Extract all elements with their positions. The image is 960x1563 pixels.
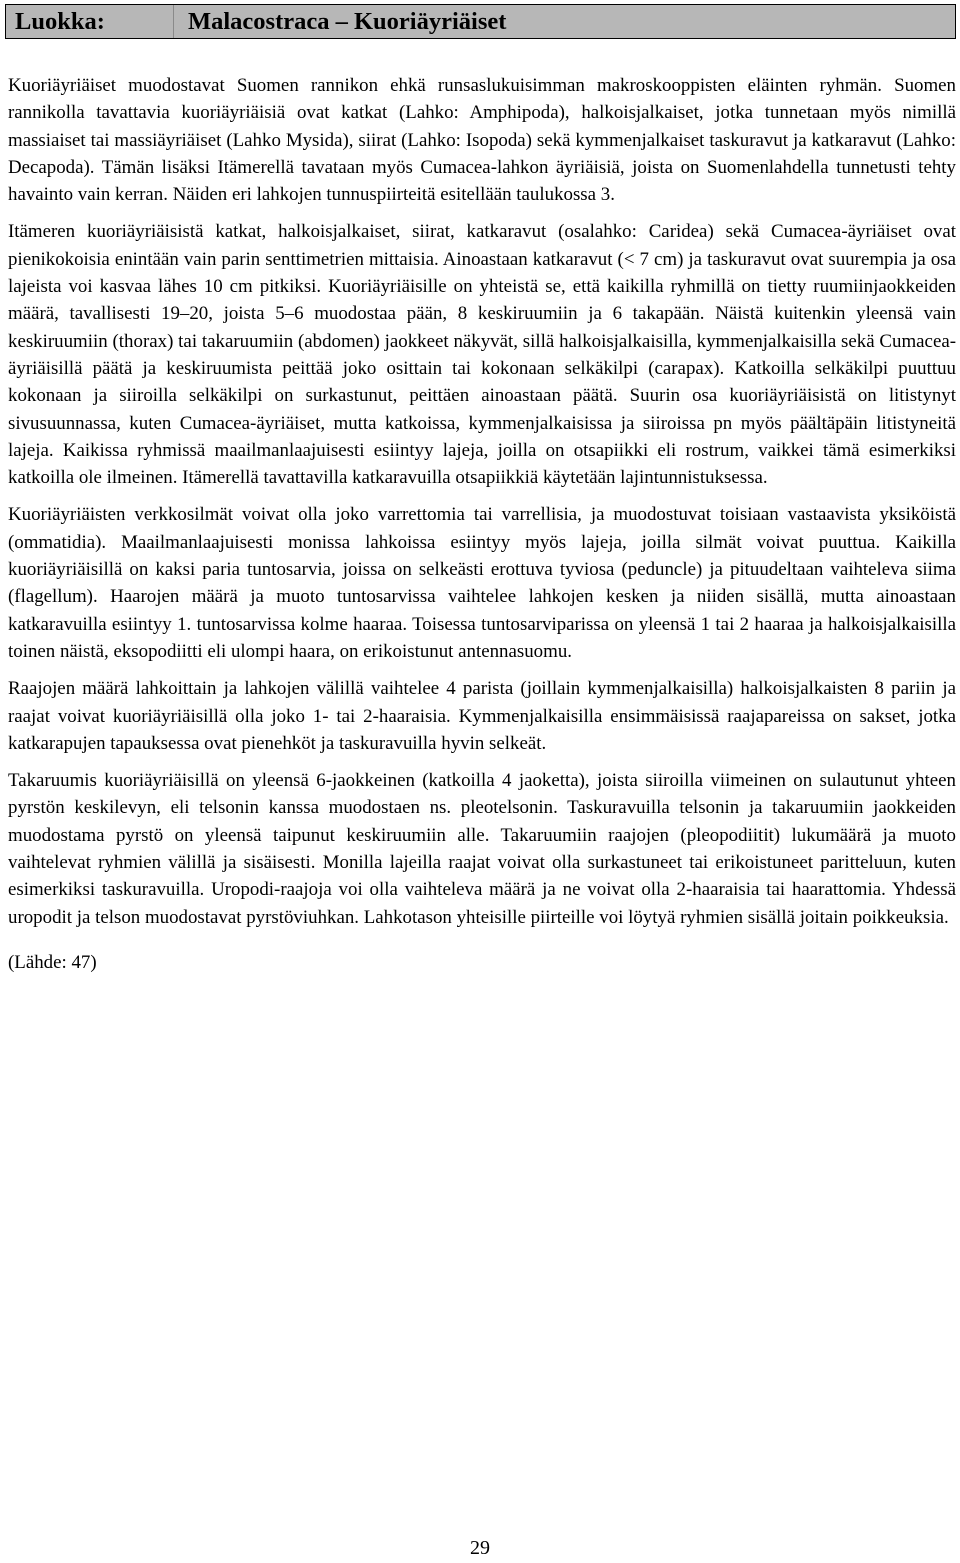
- class-header-table: [5, 4, 956, 39]
- source-reference: (Lähde: 47): [8, 951, 97, 973]
- paragraph-eyes-antennae: Kuoriäyriäisten verkkosilmät voivat olla joko varrettomia tai varrellisia, ja muodostuvat toisiaan vastaavista yksiköistä (ommatidia). Maailmanlaajuisesti monissa lahkoissa esiintyy myös lajeja, joilla silmät voivat puuttua. Kaikilla kuoriäyriäisillä on kaksi paria tuntosarvia, joissa on selkeästi erottuva tyviosa (peduncle) ja pituudeltaan vaihteleva siima (flagellum). Haarojen määrä ja muoto tuntosarvissa vaihtelee lahkojen kesken ja niiden sisällä, mutta ainoastaan katkaravuilla esiintyy 1. tuntosarvissa kolme haaraa. Toisessa tuntosarviparissa on yleensä 1 tai 2 haaraa ja halkoisjalkaisilla toinen näistä, eksopodiitti eli ulompi haara, on erikoistunut antennasuomu.: [8, 504, 956, 662]
- paragraph-limbs: Raajojen määrä lahkoittain ja lahkojen välillä vaihtelee 4 parista (joillain kymmenjalkaisilla) halkoisjalkaisten 8 pariin ja raajat voivat kuoriäyriäisillä olla joko 1- tai 2-haaraisia. Kymmenjalkaisilla ensimmäisissä raajapareissa on sakset, jotka katkarapujen tapauksessa ovat pienehköt ja taskuravuilla hyvin selkeät.: [8, 678, 956, 754]
- paragraph-intro: Kuoriäyriäiset muodostavat Suomen rannikon ehkä runsaslukuisimman makroskooppisten eläinten ryhmän. Suomen rannikolla tavattavia kuoriäyriäisiä ovat katkat (Lahko: Amphipoda), halkoisjalkaiset, jotka tunnetaan myös nimillä massiaiset tai massiäyriäiset (Lahko Mysida), siirat (Lahko: Isopoda) sekä kymmenjalkaiset taskuravut ja katkaravut (Lahko: Decapoda). Tämän lisäksi Itämerellä tavataan myös Cumacea-lahkon äyriäisiä, joista on Suomenlahdella tunnetusti tehty havainto vain kerran. Näiden eri lahkojen tunnuspiirteitä esitellään taulukossa 3.: [8, 75, 956, 206]
- paragraph-abdomen: Takaruumis kuoriäyriäisillä on yleensä 6-jaokkeinen (katkoilla 4 jaoketta), joista siiroilla viimeinen on sulautunut yhteen pyrstön keskilevyn, eli telsonin kanssa muodostaen ns. pleotelsonin. Taskuravuilla telsonin ja takaruumiin jaokkeiden muodostama pyrstö on yleensä taipunut keskiruumiin alle. Takaruumiin raajojen (pleopodiitit) lukumäärä ja muoto vaihtelevat ryhmien välillä ja sisäisesti. Monilla lajeilla raajat voivat olla surkastuneet tai erikoistuneet paritteluun, kuten esimerkiksi taskuravuilla. Uropodi-raajoja voi olla vaihteleva määrä ja ne voivat olla 2-haaraisia tai haarattomia. Yhdessä uropodit ja telson muodostavat pyrstöviuhkan. Lahkotason yhteisille piirteille voi löytyä ryhmien sisällä joitain poikkeuksia.: [8, 770, 956, 928]
- class-name: Malacostraca – Kuoriäyriäiset: [188, 7, 507, 35]
- class-label: Luokka:: [6, 5, 174, 38]
- page-number: 29: [470, 1537, 490, 1559]
- paragraph-body-structure: Itämeren kuoriäyriäisistä katkat, halkoisjalkaiset, siirat, katkaravut (osalahko: Caridea) sekä Cumacea-äyriäiset ovat pienikokoisia enintään vain parin senttimetrien mittaisia. Ainoastaan katkaravut (< 7 cm) ja taskuravut ovat suurempia ja osa lajeista voi kasvaa lähes 10 cm pitkiksi. Kuoriäyriäisille on yhteistä se, että kaikilla ryhmillä on tietty ruumiinjaokkeiden määrä, tavallisesti 19–20, joista 5–6 muodostaa pään, 8 keskiruumiin ja 6 takapään. Näistä kuitenkin yleensä vain keskiruumiin (thorax) tai takaruumiin (abdomen) jaokkeet näkyvät, sillä halkoisjalkaisilla, kymmenjalkaisilla sekä Cumacea-äyriäisillä päätä ja keskiruumista peittää joko osittain tai kokonaan selkäkilpi (carapax). Katkoilla selkäkilpi puuttuu kokonaan ja siiroilla selkäkilpi on surkastunut, peittäen ainoastaan päätä. Suurin osa kuoriäyriäisistä on litistynyt sivusuunnassa, kuten Cumacea-äyriäiset, mutta katkoissa, kymmenjalkaisissa ja siiroissa pn myös päältäpäin litistyneitä lajeja. Kaikissa ryhmissä maailmanlaajuisesti esiintyy lajeja, joilla on otsapiikki eli rostrum, vaikkei tämä esimerkiksi katkoilla ole ilmeinen. Itämerellä tavattavilla katkaravuilla otsapiikkiä käytetään lajintunnistuksessa.: [8, 221, 956, 489]
- document-body: [8, 72, 956, 986]
